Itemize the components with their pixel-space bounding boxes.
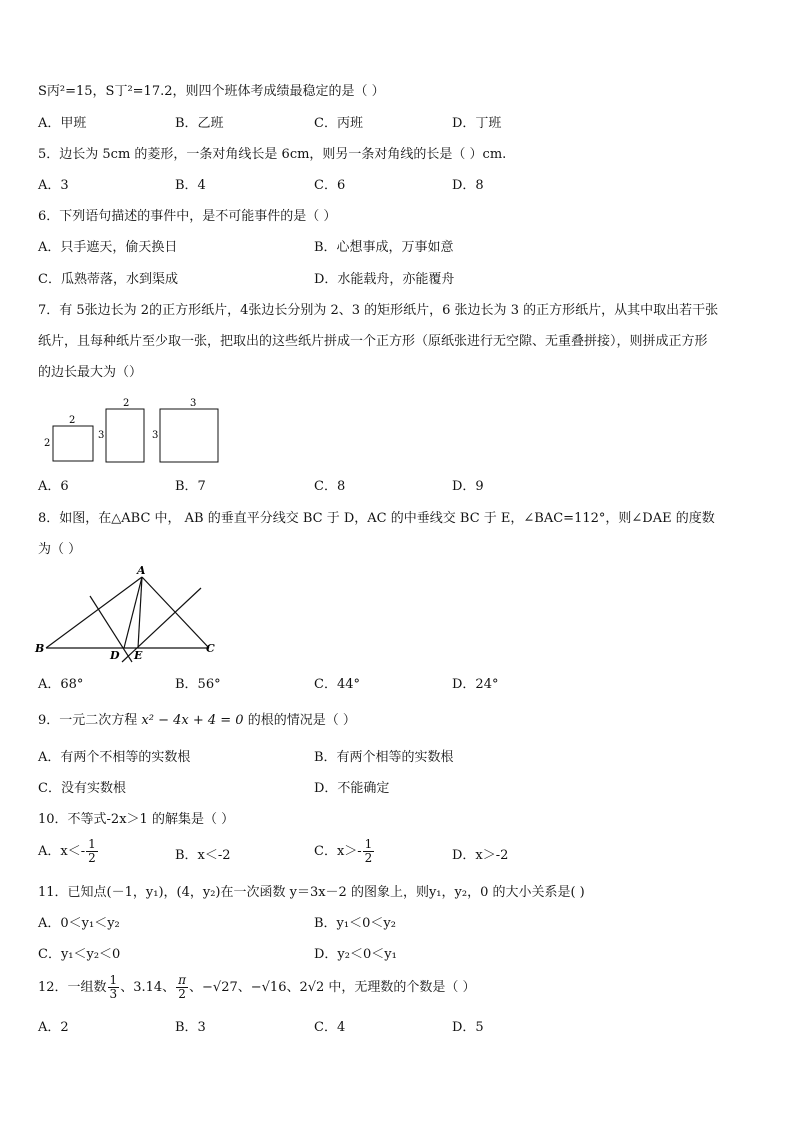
q9-option-b[interactable]: B．有两个相等的实数根: [314, 750, 454, 765]
square-2x2-side-label: 2: [44, 438, 51, 449]
q11-option-a[interactable]: A．0＜y₁＜y₂: [38, 916, 120, 931]
q4-option-a[interactable]: A．甲班: [38, 116, 87, 131]
q7-figure: [36, 396, 236, 468]
square-3x3: [160, 409, 218, 462]
q12-stem-mid2: 、−√27、−√16、2√2 中，无理数的个数是（ ）: [189, 980, 476, 995]
fraction-numerator: π: [178, 973, 187, 987]
q4-option-d[interactable]: D．丁班: [452, 116, 502, 131]
q5-option-b[interactable]: B．4: [175, 178, 206, 193]
q5-option-d[interactable]: D．8: [452, 178, 484, 193]
side-ab: [46, 577, 142, 648]
q10-option-a-fraction: [86, 838, 98, 865]
q9-option-d[interactable]: D．不能确定: [314, 781, 390, 796]
q8-option-c[interactable]: C．44°: [314, 677, 360, 692]
q9-stem-suffix: 的根的情况是（ ）: [243, 713, 356, 728]
vertex-b-label: B: [35, 642, 45, 655]
q5-option-c[interactable]: C．6: [314, 178, 346, 193]
fraction-denominator: 3: [109, 987, 118, 1001]
q10-option-c[interactable]: [314, 838, 375, 865]
vertex-c-label: C: [206, 642, 215, 655]
q4-option-b[interactable]: B．乙班: [175, 116, 224, 131]
q8-option-d[interactable]: D．24°: [452, 677, 499, 692]
q12-stem: [38, 974, 476, 1001]
fraction-numerator: 1: [364, 837, 373, 851]
q10-stem: 10．不等式-2x＞1 的解集是（ ）: [38, 812, 235, 827]
q8-stem-line1: 8．如图，在△ABC 中， AB 的垂直平分线交 BC 于 D，AC 的中垂线交 BC 于 E，∠BAC=112°，则∠DAE 的度数: [38, 511, 715, 526]
fraction-denominator: 2: [364, 851, 373, 865]
rectangle-2x3: [106, 409, 144, 462]
q4-option-c[interactable]: C．丙班: [314, 116, 363, 131]
q12-option-a[interactable]: A．2: [38, 1020, 69, 1035]
square-3x3-side-label: 3: [152, 430, 159, 441]
q11-option-d[interactable]: D．y₂＜0＜y₁: [314, 947, 397, 962]
q12-option-b[interactable]: B．3: [175, 1020, 206, 1035]
q11-stem: 11．已知点(－1，y₁)，(4，y₂)在一次函数 y＝3x－2 的图象上，则y₁，y₂，0 的大小关系是( ): [38, 885, 585, 900]
q8-option-a[interactable]: A．68°: [38, 677, 84, 692]
q6-option-d[interactable]: D．水能载舟，亦能覆舟: [314, 272, 455, 287]
q7-stem-line1: 7．有 5张边长为 2的正方形纸片，4张边长分别为 2、3 的矩形纸片，6 张边长为 3 的正方形纸片，从其中取出若干张: [38, 303, 719, 318]
q6-stem: 6．下列语句描述的事件中，是不可能事件的是（ ）: [38, 209, 337, 224]
q7-option-c[interactable]: C．8: [314, 479, 346, 494]
q10-option-c-fraction: [363, 838, 375, 865]
q8-stem-line2: 为（ ）: [38, 542, 82, 557]
vertex-a-label: A: [137, 564, 146, 577]
q5-option-a[interactable]: A．3: [38, 178, 69, 193]
q8-triangle-figure: [34, 562, 224, 664]
q9-option-c[interactable]: C．没有实数根: [38, 781, 126, 796]
q9-stem-prefix: 9．一元二次方程: [38, 713, 142, 728]
q10-option-b[interactable]: B．x＜-2: [175, 848, 231, 863]
fraction-denominator: 2: [178, 987, 186, 1001]
square-3x3-top-label: 3: [190, 398, 197, 409]
segment-ae: [138, 577, 142, 648]
rectangle-2x3-side-label: 3: [98, 430, 105, 441]
q10-option-c-text: C．x＞-: [314, 844, 362, 859]
q4-stem: S丙²=15，S丁²=17.2，则四个班体考成绩最稳定的是（ ）: [38, 84, 385, 99]
fraction-denominator: 2: [88, 851, 96, 865]
q10-option-a[interactable]: [38, 838, 99, 865]
fraction-numerator: 1: [109, 973, 118, 987]
fraction-numerator: 1: [88, 837, 96, 851]
q7-option-a[interactable]: A．6: [38, 479, 69, 494]
q12-stem-mid1: 、3.14、: [120, 980, 176, 995]
q11-option-b[interactable]: B．y₁＜0＜y₂: [314, 916, 396, 931]
q9-stem: [38, 713, 356, 729]
q12-fraction-pi-half: [176, 974, 188, 1001]
q6-option-b[interactable]: B．心想事成，万事如意: [314, 240, 454, 255]
q12-option-d[interactable]: D．5: [452, 1020, 484, 1035]
q7-option-d[interactable]: D．9: [452, 479, 484, 494]
point-e-label: E: [134, 649, 143, 662]
q9-equation: x² − 4x + 4 = 0: [141, 713, 244, 728]
q12-option-c[interactable]: C．4: [314, 1020, 346, 1035]
point-d-label: D: [110, 649, 120, 662]
q7-stem-line2: 纸片，且每种纸片至少取一张，把取出的这些纸片拼成一个正方形（原纸张进行无空隙、无重叠拼接），则拼成正方形: [38, 334, 708, 349]
q7-stem-line3: 的边长最大为（）: [38, 365, 143, 380]
rectangle-2x3-top-label: 2: [123, 398, 130, 409]
q11-option-c[interactable]: C．y₁＜y₂＜0: [38, 947, 121, 962]
q8-option-b[interactable]: B．56°: [175, 677, 221, 692]
q12-fraction-one-third: [108, 974, 120, 1001]
square-2x2-top-label: 2: [69, 415, 76, 426]
square-2x2: [53, 426, 93, 461]
q9-option-a[interactable]: A．有两个不相等的实数根: [38, 750, 191, 765]
q6-option-a[interactable]: A．只手遮天，偷天换日: [38, 240, 178, 255]
q5-stem: 5．边长为 5cm 的菱形，一条对角线长是 6cm，则另一条对角线的长是（ ）cm.: [38, 147, 507, 162]
q12-stem-prefix: 12．一组数: [38, 980, 107, 995]
q7-option-b[interactable]: B．7: [175, 479, 206, 494]
q10-option-a-text: A．x＜-: [38, 844, 86, 859]
q10-option-d[interactable]: D．x＞-2: [452, 848, 509, 863]
q6-option-c[interactable]: C．瓜熟蒂落，水到渠成: [38, 272, 178, 287]
